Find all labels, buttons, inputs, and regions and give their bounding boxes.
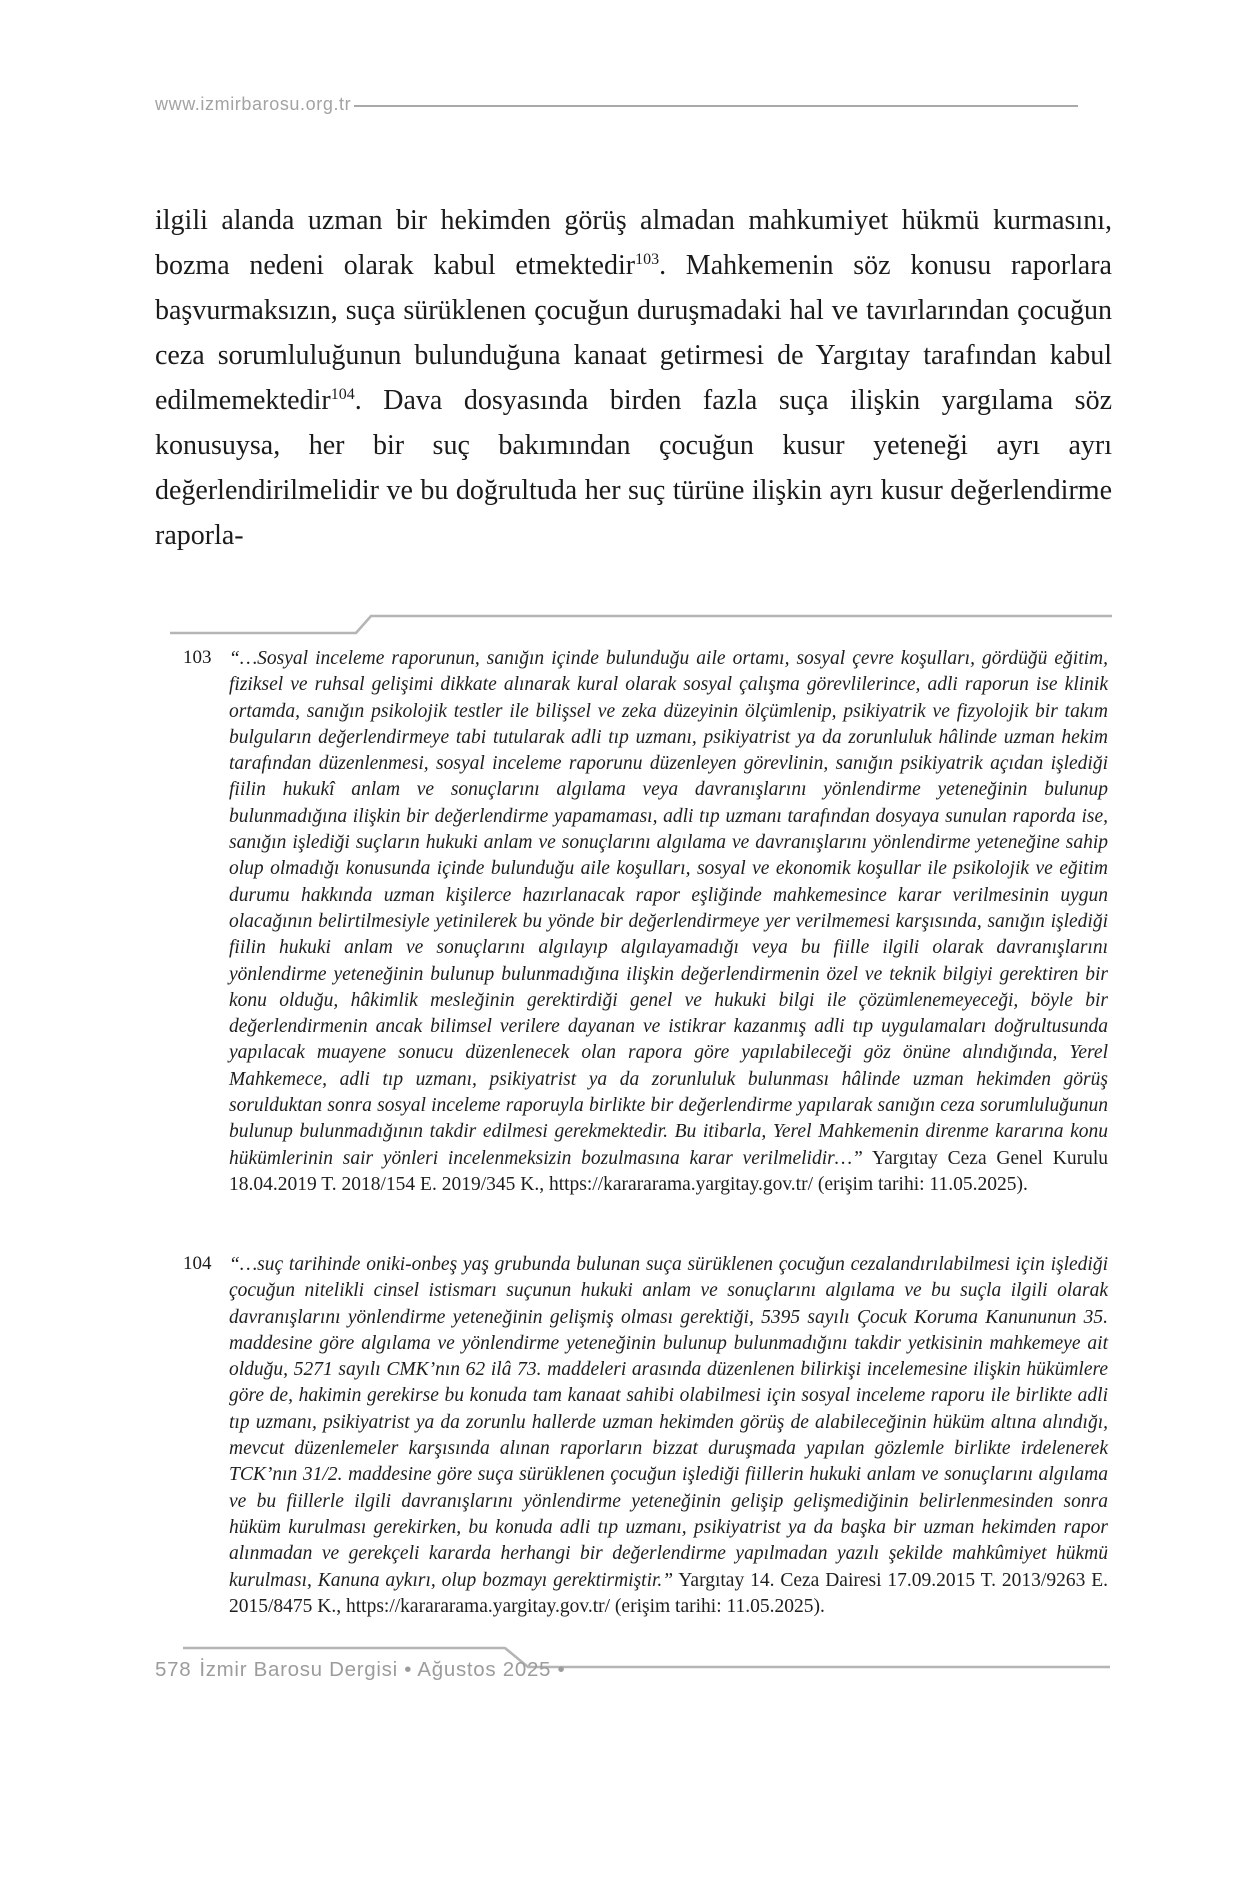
footnote-separator [168, 612, 1114, 638]
footnote-body [229, 1252, 1108, 1620]
paragraph-text: . Mahkemenin söz konusu raporlara başvurmaksızın, suça sürüklenen çocuğun duruşmadaki hal ve tavırlarından çocuğun ceza sorumluluğunun bulunduğuna kanaat getirmesi de Yargıtay tarafından kabul edilmemektedir [155, 250, 1112, 416]
footnote [183, 646, 1108, 1198]
footnote-quote: “…Sosyal inceleme raporunun, sanığın içinde bulunduğu aile ortamı, sosyal çevre koşulları, gördüğü eğitim, fiziksel ve ruhsal gelişimi dikkate alınarak kural olarak sosyal çalışma görevlilerince, adli raporun ise klinik ortamda, sanığın psikolojik testler ile bilişsel ve zeka düzeyinin ölçümlenip, psikiyatrik ve fizyolojik bir takım bulguların değerlendirmeye tabi tutularak adli tıp uzmanı, psikiyatrist ya da zorunluluk hâlinde uzman hekim tarafından düzenlenmesi, sosyal inceleme raporunu düzenleyen görevlinin, sanığın psikiyatrik açıdan işlediği fiilin hukukî anlam ve sonuçlarını algılama veya davranışlarını yönlendirme yeteneğinin bulunup bulunmadığına ilişkin bir değerlendirme yapamaması, adli tıp uzmanı tarafından dosyaya sunulan raporda ise, sanığın işlediği suçların hukuki anlam ve sonuçlarını algılama ve davranışlarını yönlendirme yeteneğine sahip olup olmadığı konusunda içinde bulunduğu aile koşulları, sosyal ve ekonomik koşullar ile psikolojik ve eğitim durumu hakkında uzman kişilerce hazırlanacak rapor eşliğinde mahkemesince karar verilmesinin uygun olacağının belirtilmesiyle yetinilerek bu yönde bir değerlendirmeye yer verilmemesi karşısında, sanığın işlediği fiilin hukuki anlam ve sonuçlarını algılayıp algılayamadığı veya bu fiille ilgili olarak davranışlarını yönlendirme yeteneğinin bulunup bulunmadığına ilişkin değerlendirmenin özel ve teknik bilgiyi gerektiren bir konu olduğu, hâkimlik mesleğinin gerektirdiği genel ve hukuki bilgi ile çözümlenemeyeceği, böyle bir değerlendirmenin ancak bilimsel verilere dayanan ve istikrar kazanmış adli tıp uygulamaları doğrultusunda yapılacak muayene sonucu düzenlenecek olan rapora göre yapılabileceği göz önüne alındığında, Yerel Mahkemece, adli tıp uzmanı, psikiyatrist ya da zorunluluk bulunması hâlinde uzman hekimden görüş sorulduktan sonra sosyal inceleme raporuyla birlikte bir değerlendirme yapılarak sanığın ceza sorumluluğunun bulunup bulunmadığının takdir edilmesi gerekmektedir. Bu itibarla, Yerel Mahkemenin direnme kararına konu hükümlerinin sair yönleri incelenmeksizin bozulmasına karar verilmelidir…” [229, 648, 1108, 1169]
paragraph-text: ilgili alanda uzman bir hekimden görüş almadan mahkumiyet hükmü kurmasını, bozma nedeni olarak kabul etmektedir [155, 205, 1112, 281]
footnote-ref-104: 104 [330, 386, 355, 403]
footnote-body [229, 646, 1108, 1198]
footnote-number: 103 [183, 647, 212, 668]
header-rule [354, 105, 1078, 107]
page-header [155, 94, 1078, 115]
footnote-citation: Yargıtay 14. Ceza Dairesi 17.09.2015 T. 2013/9263 E. 2015/8475 K., https://karararama.yargitay.gov.tr/ (erişim tarihi: 11.05.2025). [229, 1569, 1108, 1617]
footnote-number: 104 [183, 1253, 212, 1274]
footnote-citation: Yargıtay Ceza Genel Kurulu 18.04.2019 T. 2018/154 E. 2019/345 K., https://karararama.yargitay.gov.tr/ (erişim tarihi: 11.05.2025). [229, 1147, 1108, 1195]
footnote [183, 1252, 1108, 1620]
page-number: 578 [155, 1658, 192, 1681]
body-paragraph [155, 198, 1112, 558]
journal-footer-line: İzmir Barosu Dergisi • Ağustos 2025 • [199, 1658, 566, 1681]
footnote-quote: “…suç tarihinde oniki-onbeş yaş grubunda bulunan suça sürüklenen çocuğun cezalandırılabilmesi için işlediği çocuğun nitelikli cinsel istismarı suçunun hukuki anlam ve sonuçlarını algılama ve bu suçla ilgili olarak davranışlarını yönlendirme yeteneğinin gelişmiş olması gerektiği, 5395 sayılı Çocuk Koruma Kanununun 35. maddesine göre algılama ve yönlendirme yeteneğinin bulunup bulunmadığını takdir yetkisinin mahkemeye ait olduğu, 5271 sayılı CMK’nın 62 ilâ 73. maddeleri arasında düzenlenen bilirkişi incelemesine ilişkin hükümlere göre de, hakimin gerekirse bu konuda tam kanaat sahibi olabilmesi için sosyal inceleme raporu ile birlikte adli tıp uzmanı, psikiyatrist ya da zorunlu hallerde uzman hekimden görüş de alabileceğinin hüküm altına alındığı, mevcut düzenlemeler karşısında alınan raporların bizzat duruşmada yapılan gözlemle birlikte irdelenerek TCK’nın 31/2. maddesine göre suça sürüklenen çocuğun işlediği fiillerin hukuki anlam ve sonuçlarını algılama ve bu fiillerle ilgili davranışlarını yönlendirme yeteneğinin gelişip gelişmediğinin belirlenmesinden sonra hüküm kurulması gerekirken, bu konuda adli tıp uzmanı, psikiyatrist ya da başka bir uzman hekimden rapor alınmadan ve gerekçeli kararda herhangi bir değerlendirme yapılmadan yazılı şekilde mahkûmiyet hükmü kurulması, Kanuna aykırı, olup bozmayı gerektirmiştir.” [229, 1254, 1108, 1591]
paragraph-text: . Dava dosyasında birden fazla suça ilişkin yargılama söz konusuysa, her bir suç bakımından çocuğun kusur yeteneği ayrı ayrı değerlendirilmelidir ve bu doğrultuda her suç türüne ilişkin ayrı kusur değerlendirme raporla- [155, 385, 1112, 551]
journal-url: www.izmirbarosu.org.tr [155, 94, 352, 114]
page-footer [155, 1658, 565, 1682]
footnote-ref-103: 103 [635, 251, 660, 268]
